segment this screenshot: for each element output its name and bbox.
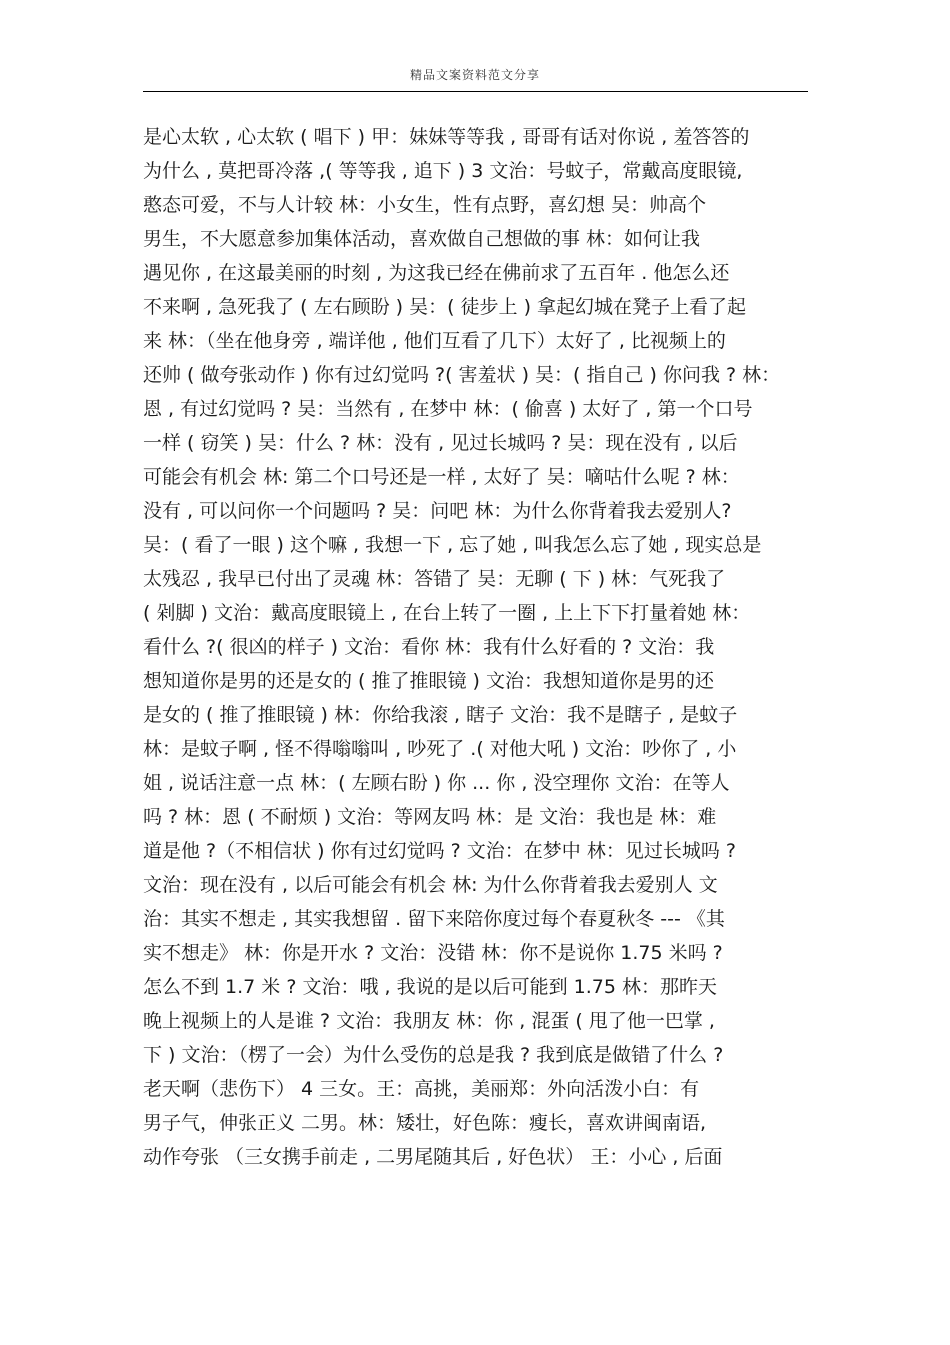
text-line: 一样 ( 窃笑 ) 吴：什么 ? 林：没有 , 见过长城吗 ? 吴：现在没有 , 以后 <box>143 432 738 454</box>
text-line: 晚上视频上的人是谁 ? 文治：我朋友 林：你 , 混蛋 ( 甩了他一巴掌 , <box>143 1010 715 1032</box>
text-line: 为什么 , 莫把哥冷落 ,( 等等我 , 追下 ) 3 文治：号蚊子，常戴高度眼镜, <box>143 160 743 182</box>
text-line: 姐 , 说话注意一点 林：( 左顾右盼 ) 你 ... 你 , 没空理你 文治：在等人 <box>143 772 730 794</box>
text-line: 治：其实不想走 , 其实我想留 . 留下来陪你度过每个春夏秋冬 --- 《其 <box>143 908 725 930</box>
text-line: 不来啊 , 急死我了 ( 左右顾盼 ) 吴：( 徒步上 ) 拿起幻城在凳子上看了起 <box>143 296 747 318</box>
text-line: 道是他 ?（不相信状 ) 你有过幻觉吗 ? 文治：在梦中 林：见过长城吗 ? <box>143 840 736 862</box>
text-line: 男子气，伸张正义 二男。林：矮壮，好色陈：瘦长，喜欢讲闽南语, <box>143 1112 707 1134</box>
page-header: 精品文案资料范文分享 <box>409 68 540 82</box>
text-line: 没有 , 可以问你一个问题吗 ? 吴：问吧 林：为什么你背着我去爱别人? <box>143 500 732 522</box>
text-line: 吴：( 看了一眼 ) 这个嘛 , 我想一下 , 忘了她 , 叫我怎么忘了她 , 现实总是 <box>143 534 762 556</box>
text-line: 还帅 ( 做夸张动作 ) 你有过幻觉吗 ?( 害羞状 ) 吴：( 指自己 ) 你问我 ? 林： <box>143 364 781 386</box>
text-line: 实不想走》 林：你是开水 ? 文治：没错 林：你不是说你 1.75 米吗 ? <box>143 942 723 964</box>
text-line: 动作夸张 （三女携手前走 , 二男尾随其后 , 好色状） 王：小心 , 后面 <box>143 1146 723 1168</box>
text-line: 文治：现在没有 , 以后可能会有机会 林: 为什么你背着我去爱别人 文 <box>143 874 718 896</box>
text-line: 是心太软 , 心太软 ( 唱下 ) 甲：妹妹等等我 , 哥哥有话对你说 , 羞答答的 <box>143 126 750 148</box>
text-line: 憨态可爱，不与人计较 林：小女生，性有点野，喜幻想 吴：帅高个 <box>143 194 707 216</box>
text-line: 想知道你是男的还是女的 ( 推了推眼镜 ) 文治：我想知道你是男的还 <box>143 670 714 692</box>
text-line: 男生，不大愿意参加集体活动，喜欢做自己想做的事 林：如何让我 <box>143 228 701 250</box>
text-line: 林：是蚊子啊 , 怪不得嗡嗡叫 , 吵死了 .( 对他大吼 ) 文治：吵你了 , 小 <box>143 738 737 760</box>
text-line: 是女的 ( 推了推眼镜 ) 林：你给我滚 , 瞎子 文治：我不是瞎子 , 是蚊子 <box>143 704 738 726</box>
document-body <box>143 120 818 1174</box>
text-line: 遇见你 , 在这最美丽的时刻 , 为这我已经在佛前求了五百年 . 他怎么还 <box>143 262 730 284</box>
text-line: 老天啊（悲伤下） 4 三女。王：高挑，美丽郑：外向活泼小白：有 <box>143 1078 700 1100</box>
text-line: ( 剁脚 ) 文治：戴高度眼镜上 , 在台上转了一圈 , 上上下下打量着她 林： <box>143 602 751 624</box>
text-line: 可能会有机会 林: 第二个口号还是一样 , 太好了 吴：嘀咕什么呢 ? 林： <box>143 466 740 488</box>
text-line: 恩 , 有过幻觉吗 ? 吴：当然有 , 在梦中 林：( 偷喜 ) 太好了 , 第一个口号 <box>143 398 753 420</box>
text-line: 太残忍 , 我早已付出了灵魂 林：答错了 吴：无聊 ( 下 ) 林：气死我了 <box>143 568 726 590</box>
text-line: 看什么 ?( 很凶的样子 ) 文治：看你 林：我有什么好看的 ? 文治：我 <box>143 636 715 658</box>
text-line: 下 ) 文治：（楞了一会）为什么受伤的总是我 ? 我到底是做错了什么 ? <box>143 1044 724 1066</box>
text-line: 吗 ? 林：恩 ( 不耐烦 ) 文治：等网友吗 林：是 文治：我也是 林：难 <box>143 806 717 828</box>
text-line: 来 林：（坐在他身旁 , 端详他 , 他们互看了几下）太好了 , 比视频上的 <box>143 330 726 352</box>
header-divider <box>143 91 808 92</box>
text-line: 怎么不到 1.7 米 ? 文治：哦 , 我说的是以后可能到 1.75 林：那昨天 <box>143 976 717 998</box>
